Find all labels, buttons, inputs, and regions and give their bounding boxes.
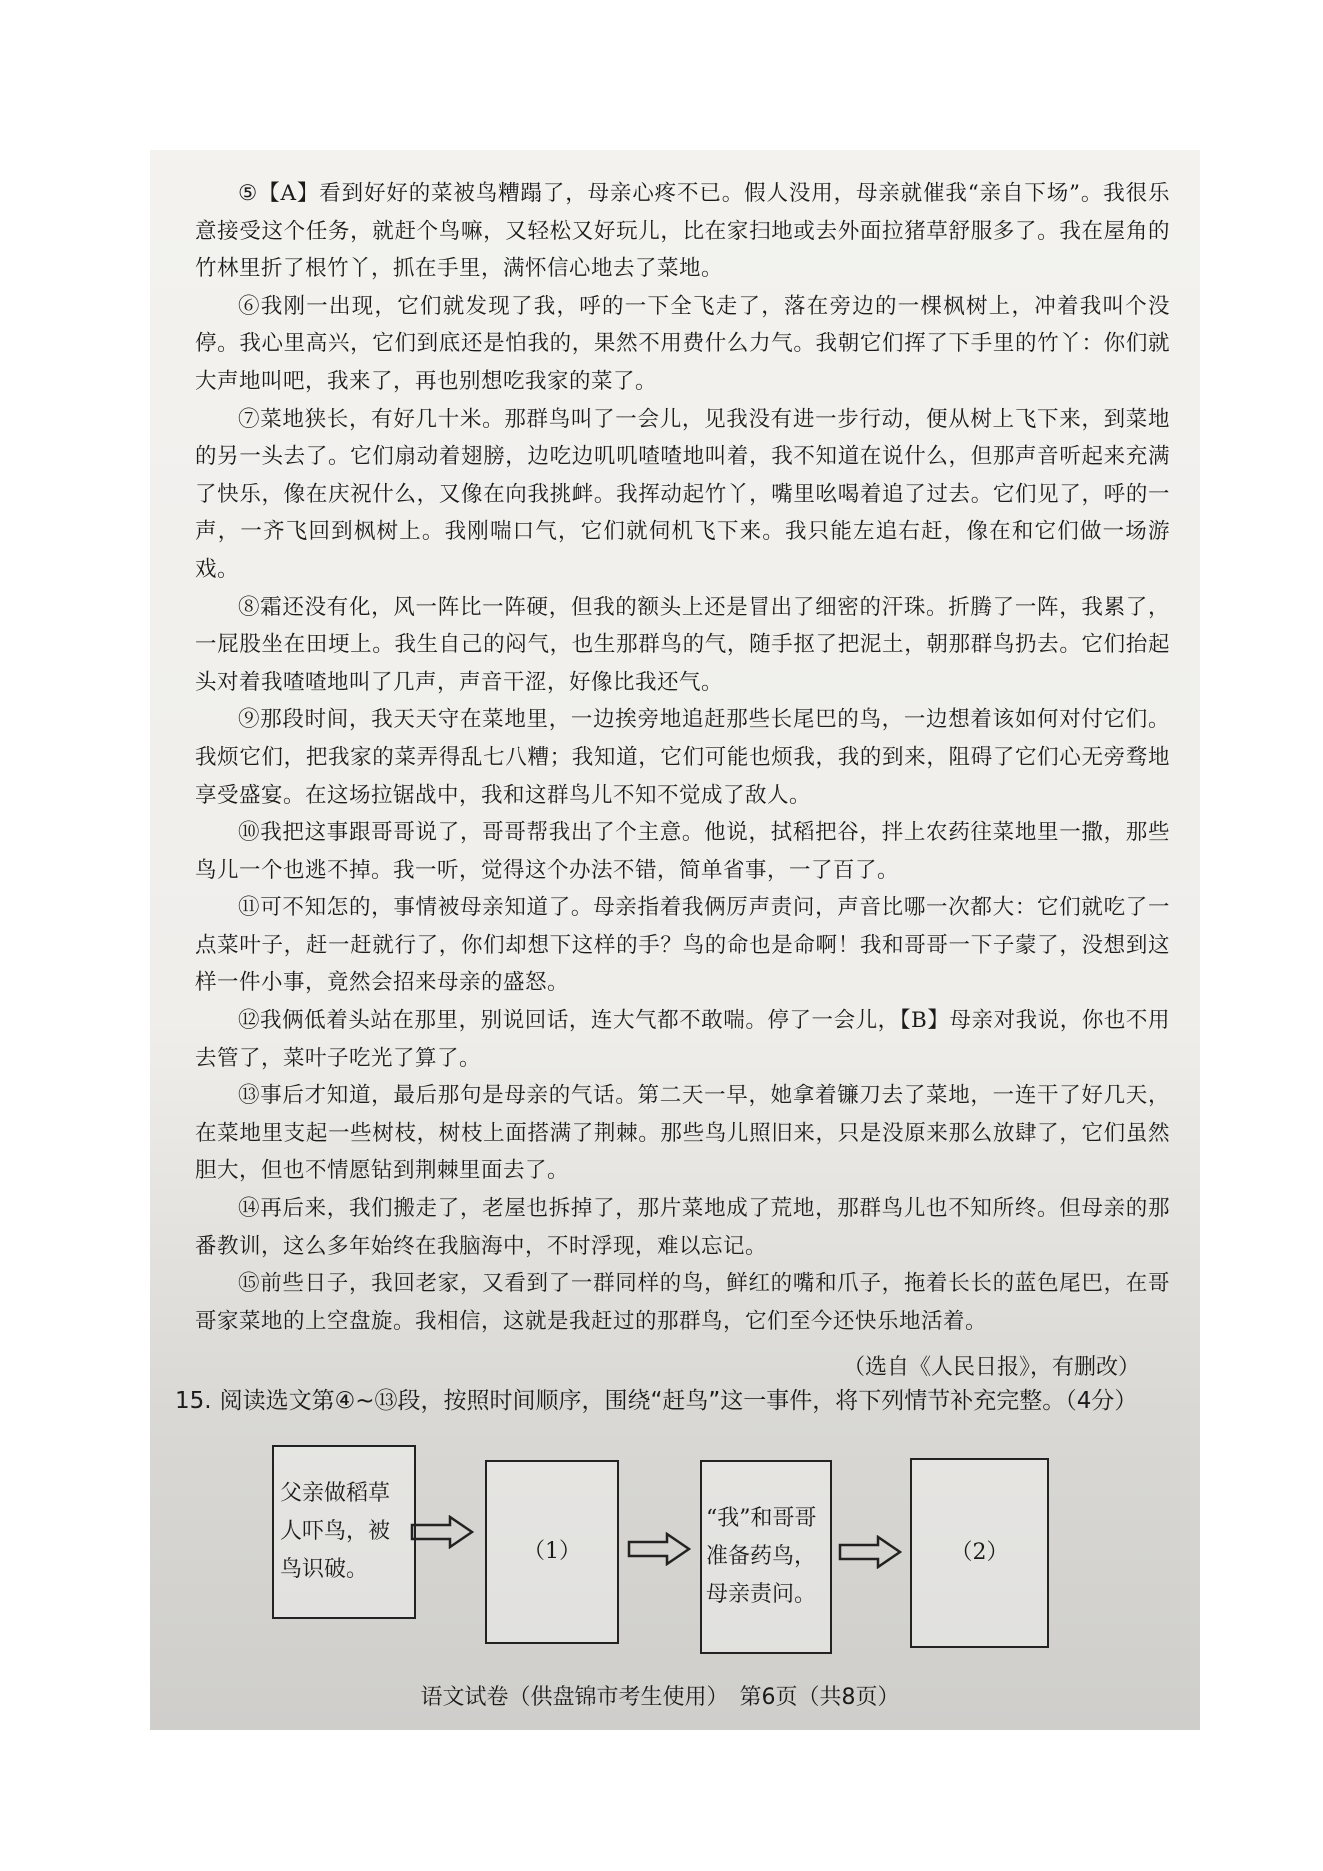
- paragraph-14: ⑭再后来，我们搬走了，老屋也拆掉了，那片菜地成了荒地，那群鸟儿也不知所终。但母亲的那番教训，这么多年始终在我脑海中，不时浮现，难以忘记。: [195, 1196, 1170, 1259]
- paragraph-13: ⑬事后才知道，最后那句是母亲的气话。第二天一早，她拿着镰刀去了菜地，一连干了好几天，在菜地里支起一些树枝，树枝上面搭满了荆棘。那些鸟儿照旧来，只是没原来那么放肆了，它们虽然胆大，但也不情愿钻到荆棘里面去了。: [195, 1083, 1170, 1184]
- flow-box-father-scarecrow: [272, 1445, 416, 1619]
- paragraph-9: ⑨那段时间，我天天守在菜地里，一边挨旁地追赶那些长尾巴的鸟，一边想着该如何对付它们。我烦它们，把我家的菜弄得乱七八糟；我知道，它们可能也烦我，我的到来，阻碍了它们心无旁骛地享受盛宴。在这场拉锯战中，我和这群鸟儿不知不觉成了敌人。: [195, 707, 1170, 808]
- arrow-icon: [838, 1535, 902, 1569]
- arrow-icon: [410, 1515, 474, 1549]
- flow-box-text: “我”和哥哥准备药鸟，母亲责问。: [706, 1506, 817, 1607]
- question-15: [175, 1382, 1155, 1420]
- question-number: 15.: [175, 1388, 212, 1414]
- paragraph-5: ⑤【A】看到好好的菜被鸟糟蹋了，母亲心疼不已。假人没用，母亲就催我“亲自下场”。我很乐意接受这个任务，就赶个鸟嘛，又轻松又好玩儿，比在家扫地或去外面拉猪草舒服多了。我在屋角的竹林里折了根竹丫，抓在手里，满怀信心地去了菜地。: [195, 181, 1170, 282]
- passage: [195, 175, 1170, 1340]
- question-text: 阅读选文第④~⑬段，按照时间顺序，围绕“赶鸟”这一事件，将下列情节补充完整。（4分）: [219, 1388, 1138, 1414]
- paragraph-15: ⑮前些日子，我回老家，又看到了一群同样的鸟，鲜红的嘴和爪子，拖着长长的蓝色尾巴，在哥哥家菜地的上空盘旋。我相信，这就是我赶过的那群鸟，它们至今还快乐地活着。: [195, 1271, 1170, 1334]
- flow-box-text: 父亲做稻草人吓鸟，被鸟识破。: [280, 1481, 391, 1582]
- paragraph-10: ⑩我把这事跟哥哥说了，哥哥帮我出了个主意。他说，拭稻把谷，拌上农药往菜地里一撒，那些鸟儿一个也逃不掉。我一听，觉得这个办法不错，简单省事，一了百了。: [195, 820, 1170, 883]
- blank-2-label: （2）: [950, 1540, 1009, 1565]
- source-citation: （选自《人民日报》，有删改）: [842, 1355, 1140, 1380]
- paragraph-12: ⑫我俩低着头站在那里，别说回话，连大气都不敢喘。停了一会儿，【B】母亲对我说，你也不用去管了，菜叶子吃光了算了。: [195, 1008, 1170, 1071]
- blank-1-label: （1）: [523, 1539, 581, 1564]
- paragraph-11: ⑪可不知怎的，事情被母亲知道了。母亲指着我俩厉声责问，声音比哪一次都大：它们就吃了一点菜叶子，赶一赶就行了，你们却想下这样的手？鸟的命也是命啊！我和哥哥一下子蒙了，没想到这样一件小事，竟然会招来母亲的盛怒。: [195, 895, 1170, 996]
- arrow-icon: [627, 1532, 691, 1566]
- paragraph-6: ⑥我刚一出现，它们就发现了我，呼的一下全飞走了，落在旁边的一棵枫树上，冲着我叫个没停。我心里高兴，它们到底还是怕我的，果然不用费什么力气。我朝它们挥了下手里的竹丫：你们就大声地叫吧，我来了，再也别想吃我家的菜了。: [195, 293, 1170, 394]
- flow-box-blank-1: [485, 1460, 619, 1644]
- paragraph-7: ⑦菜地狭长，有好几十米。那群鸟叫了一会儿，见我没有进一步行动，便从树上飞下来，到菜地的另一头去了。它们扇动着翅膀，边吃边叽叽喳喳地叫着，我不知道在说什么，但那声音听起来充满了快乐，像在庆祝什么，又像在向我挑衅。我挥动起竹丫，嘴里吆喝着追了过去。它们见了，呼的一声，一齐飞回到枫树上。我刚喘口气，它们就伺机飞下来。我只能左追右赶，像在和它们做一场游戏。: [195, 406, 1170, 582]
- paragraph-8: ⑧霜还没有化，风一阵比一阵硬，但我的额头上还是冒出了细密的汗珠。折腾了一阵，我累了，一屁股坐在田埂上。我生自己的闷气，也生那群鸟的气，随手抠了把泥土，朝那群鸟扔去。它们抬起头对着我喳喳地叫了几声，声音干涩，好像比我还气。: [195, 594, 1170, 695]
- flow-box-blank-2: [910, 1458, 1049, 1648]
- page-footer: 语文试卷（供盘锦市考生使用） 第6页（共8页）: [420, 1685, 900, 1710]
- flow-box-brothers-poison: [700, 1460, 832, 1654]
